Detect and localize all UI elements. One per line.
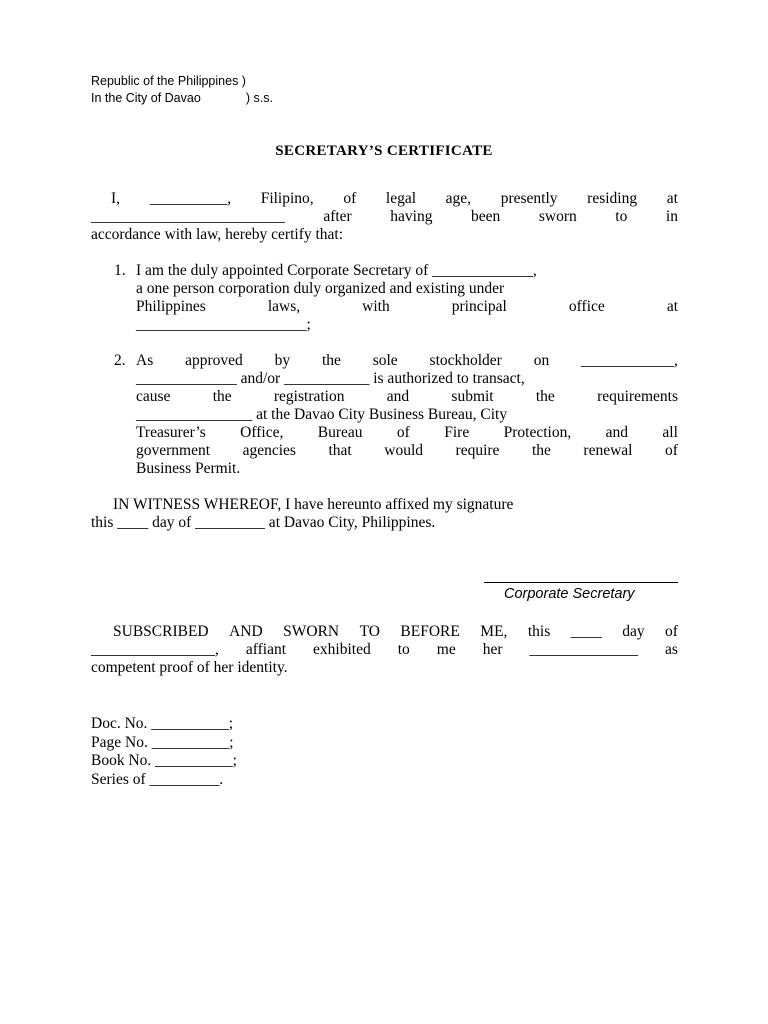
word: of — [396, 424, 410, 441]
item-number: 2. — [114, 352, 126, 369]
item-body — [136, 352, 678, 478]
word: As — [136, 352, 154, 369]
item-body — [136, 262, 678, 334]
word: would — [384, 442, 423, 459]
item-number: 1. — [114, 262, 126, 279]
word: Office, — [240, 424, 284, 441]
series-of: Series of _________. — [91, 770, 224, 788]
word: by — [274, 352, 291, 369]
word: residing — [587, 190, 638, 207]
word: ____ — [570, 623, 602, 640]
word: SUBSCRIBED — [113, 623, 209, 640]
intro-paragraph — [91, 190, 678, 244]
word: sole — [372, 352, 398, 369]
word: this — [527, 623, 551, 640]
doc-no: Doc. No. __________; — [91, 715, 234, 732]
word: government — [136, 442, 211, 459]
word: to — [615, 208, 628, 225]
item1-line-4: ______________________; — [136, 316, 311, 333]
venue-block — [91, 73, 273, 107]
word: the — [535, 388, 555, 405]
word: __________, — [149, 190, 232, 207]
jurat-paragraph — [91, 623, 678, 677]
witness-paragraph — [91, 496, 678, 532]
word: day — [622, 623, 645, 640]
word: at — [666, 298, 678, 315]
signature-line — [484, 582, 678, 583]
item1-line-1: I am the duly appointed Corporate Secretary of _____________, — [136, 262, 537, 279]
word: office — [568, 298, 605, 315]
word: having — [390, 208, 433, 225]
item1-line-2: a one person corporation duly organized and existing under — [136, 280, 505, 297]
word: BEFORE — [400, 623, 460, 640]
word: affiant — [245, 641, 287, 658]
witness-line-1: IN WITNESS WHEREOF, I have hereunto affixed my signature — [113, 496, 514, 513]
word: registration — [273, 388, 345, 405]
word: requirements — [597, 388, 678, 405]
word: age, — [445, 190, 472, 207]
word: Protection, — [503, 424, 572, 441]
word: renewal — [583, 442, 633, 459]
word: cause — [136, 388, 171, 405]
item2-line-5 — [136, 424, 678, 442]
word: TO — [359, 623, 380, 640]
word: Treasurer’s — [136, 424, 206, 441]
venue-line-republic: Republic of the Philippines ) — [91, 74, 246, 88]
word: presently — [500, 190, 558, 207]
page-no: Page No. __________; — [91, 733, 234, 751]
certification-item-1 — [114, 262, 678, 334]
certification-item-2 — [114, 352, 678, 478]
intro-line-2 — [91, 208, 678, 226]
word: at — [666, 190, 678, 207]
word: Philippines — [136, 298, 206, 315]
word: Bureau — [317, 424, 363, 441]
word: exhibited — [313, 641, 371, 658]
word: after — [323, 208, 352, 225]
word: me — [436, 641, 456, 658]
word: the — [212, 388, 232, 405]
word: her — [482, 641, 503, 658]
signature-caption: Corporate Secretary — [504, 586, 635, 602]
word: Fire — [444, 424, 470, 441]
item2-line-4: _______________ at the Davao City Business Bureau, City — [136, 406, 508, 423]
word: of — [343, 190, 357, 207]
word: SWORN — [283, 623, 340, 640]
word: legal — [385, 190, 417, 207]
word: sworn — [538, 208, 577, 225]
item2-line-2: _____________ and/or ___________ is authorized to transact, — [136, 370, 525, 387]
word: _________________________ — [91, 208, 285, 225]
item2-line-7: Business Permit. — [136, 460, 241, 477]
word: principal — [451, 298, 507, 315]
word: ________________, — [91, 641, 219, 658]
witness-line-2: this ____ day of _________ at Davao City, Philippines. — [91, 514, 436, 531]
word: ME, — [480, 623, 508, 640]
jurat-line-1 — [91, 623, 678, 641]
document-title: SECRETARY’S CERTIFICATE — [275, 143, 493, 159]
word: been — [471, 208, 501, 225]
word: that — [328, 442, 352, 459]
word: approved — [185, 352, 243, 369]
jurat-line-3: competent proof of her identity. — [91, 659, 288, 676]
word: stockholder — [429, 352, 502, 369]
word: laws, — [267, 298, 301, 315]
intro-line-1 — [91, 190, 678, 208]
word: I, — [111, 190, 121, 207]
word: Filipino, — [260, 190, 314, 207]
item2-line-3 — [136, 388, 678, 406]
word: and — [605, 424, 629, 441]
word: in — [665, 208, 678, 225]
item2-line-1 — [136, 352, 678, 370]
book-no: Book No. __________; — [91, 752, 237, 769]
intro-line-3: accordance with law, hereby certify that: — [91, 226, 344, 243]
word: as — [665, 641, 678, 658]
notarial-register — [91, 715, 237, 789]
word: all — [662, 424, 678, 441]
word: agencies — [242, 442, 296, 459]
word: the — [321, 352, 341, 369]
word: require — [455, 442, 500, 459]
word: ____________, — [581, 352, 678, 369]
word: with — [362, 298, 390, 315]
word: and — [386, 388, 410, 405]
word: the — [531, 442, 551, 459]
venue-line-city: In the City of Davao ) s.s. — [91, 91, 274, 105]
jurat-line-2 — [91, 641, 678, 659]
item2-line-6 — [136, 442, 678, 460]
word: to — [397, 641, 410, 658]
word: AND — [229, 623, 263, 640]
word: submit — [451, 388, 494, 405]
item1-line-3 — [136, 298, 678, 316]
word: on — [533, 352, 550, 369]
word: of — [665, 442, 678, 459]
word: of — [665, 623, 678, 640]
word: ______________ — [529, 641, 639, 658]
